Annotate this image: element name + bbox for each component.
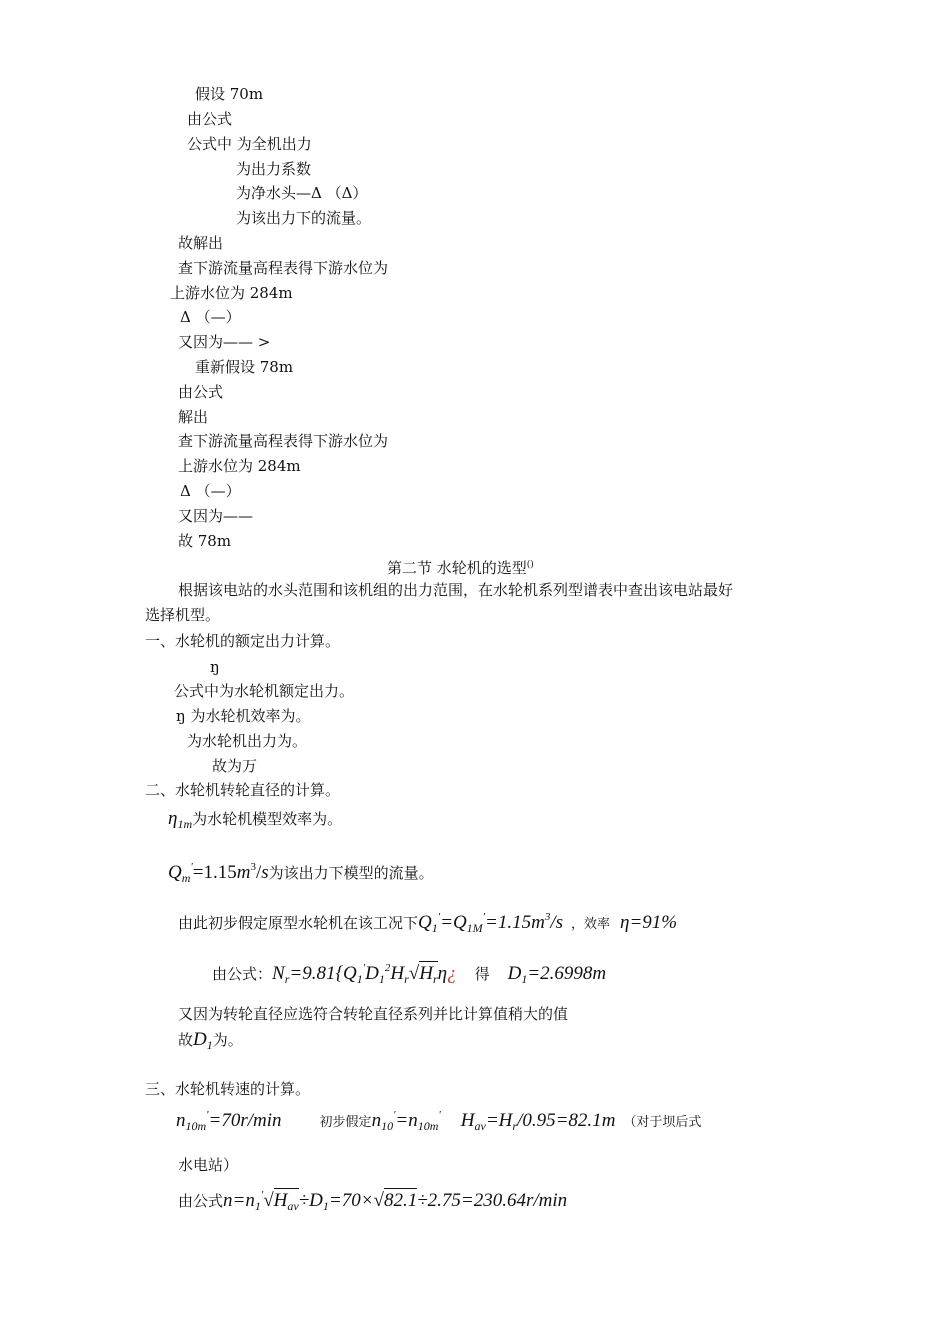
dam-note-a: （对于坝后式: [623, 1115, 702, 1130]
wei-text: 为。: [212, 1031, 243, 1049]
line-assume-70: 假设 70m: [195, 85, 264, 103]
line-diameter-series: 又因为转轮直径应选符合转轮直径系列并比计算值稍大的值: [178, 1005, 569, 1023]
line-speed-assume: [176, 1100, 701, 1141]
formula2-prefix: 由公式: [178, 1192, 224, 1210]
speed-formula: $n=n_1'√H_{av}\div D_1=70\times√82.1\div 2.75=230.64r/\min$: [223, 1189, 568, 1213]
eta-91-formula: η=91%: [620, 912, 678, 933]
nr-formula: $N_r=9.81\{Q_1'D_1^2H_r√H_r\eta¿$: [272, 962, 457, 986]
line-delta-2: Δ （—）: [180, 482, 241, 500]
line-therefore-wan: 故为万: [212, 757, 258, 775]
d1-result-formula: $D_1=2.6998m$: [507, 963, 607, 986]
line-rated-output-def: 公式中为水轮机额定出力。: [174, 682, 355, 700]
line-output-coefficient: 为出力系数: [236, 160, 312, 178]
efficiency-text: 为水轮机效率为。: [185, 707, 311, 725]
footnote-mark: (): [526, 560, 534, 570]
line-model-flow: [168, 853, 434, 892]
qm-formula: $Q_m'$: [168, 861, 193, 885]
eta-1m-formula: $\eta_{1m}$: [168, 808, 193, 831]
qm-value: $=1.15m^3/s$: [192, 861, 269, 883]
heading-runner-diameter: 二、水轮机转轮直径的计算。: [145, 781, 341, 799]
line-by-formula: 由公式: [187, 110, 233, 128]
line-prototype-assume: [178, 903, 677, 942]
line-because-2: 又因为——: [178, 507, 254, 525]
line-lookup-downstream-2: 查下游流量高程表得下游水位为: [178, 432, 389, 450]
paragraph-line-1: 根据该电站的水头范围和该机组的出力范围，在水轮机系列型谱表中查出该电站最好: [178, 581, 734, 599]
line-output-value: 为水轮机出力为。: [187, 732, 308, 750]
formula-prefix: 由公式：: [212, 965, 273, 983]
eta-symbol-inline: ŋ: [176, 707, 186, 725]
line-delta: Δ （—）: [180, 308, 241, 326]
line-lookup-downstream: 查下游流量高程表得下游水位为: [178, 259, 389, 277]
line-upstream-level: 上游水位为 284m: [170, 284, 293, 302]
efficiency-label: ，效率: [571, 917, 611, 932]
line-formula-total-output: 公式中 为全机出力: [187, 135, 312, 153]
line-diameter-formula: [212, 954, 606, 993]
hav-formula: $H_{av}=H_r/0.95=82.1m$: [460, 1110, 616, 1133]
q1-formula: $Q_1'=Q_{1M}'=1.15m^3/s$: [418, 911, 564, 935]
line-reassume-78: 重新假设 78m: [195, 358, 294, 376]
line-therefore-78: 故 78m: [178, 532, 232, 550]
line-because: 又因为—— >: [178, 333, 271, 351]
line-model-efficiency: [168, 806, 342, 837]
n10-formula: $n_{10}'=n_{10m}'$: [371, 1109, 441, 1133]
line-dam-note-b: 水电站）: [178, 1156, 239, 1174]
line-efficiency-def: [176, 707, 310, 725]
model-flow-text: 为该出力下模型的流量。: [268, 864, 434, 882]
section-title-text: 第二节 水轮机的选型: [387, 559, 527, 577]
line-by-formula-2: 由公式: [178, 383, 224, 401]
d1-symbol: $D_1$: [193, 1029, 213, 1052]
line-flow: 为该出力下的流量。: [236, 209, 372, 227]
paragraph-line-2: 选择机型。: [145, 606, 221, 624]
line-solve-2: 解出: [178, 408, 209, 426]
model-efficiency-text: 为水轮机模型效率为。: [192, 810, 343, 828]
line-net-head: 为净水头—Δ （Δ）: [236, 184, 368, 202]
section-title: [387, 556, 534, 577]
line-solve: 故解出: [178, 234, 224, 252]
gu-text: 故: [178, 1031, 194, 1049]
line-speed-formula: [178, 1180, 567, 1221]
de-text: 得: [474, 965, 490, 983]
eta-symbol: ŋ: [210, 658, 220, 676]
heading-rated-output: 一、水轮机的额定出力计算。: [145, 632, 341, 650]
line-diameter-chosen: [178, 1026, 243, 1059]
n10m-formula: $n_{10m}'=70r/\min$: [176, 1109, 282, 1133]
prelim-text: 初步假定: [319, 1115, 372, 1130]
line-upstream-level-2: 上游水位为 284m: [178, 457, 301, 475]
heading-speed: 三、水轮机转速的计算。: [145, 1080, 311, 1098]
assume-text: 由此初步假定原型水轮机在该工况下: [178, 914, 419, 932]
